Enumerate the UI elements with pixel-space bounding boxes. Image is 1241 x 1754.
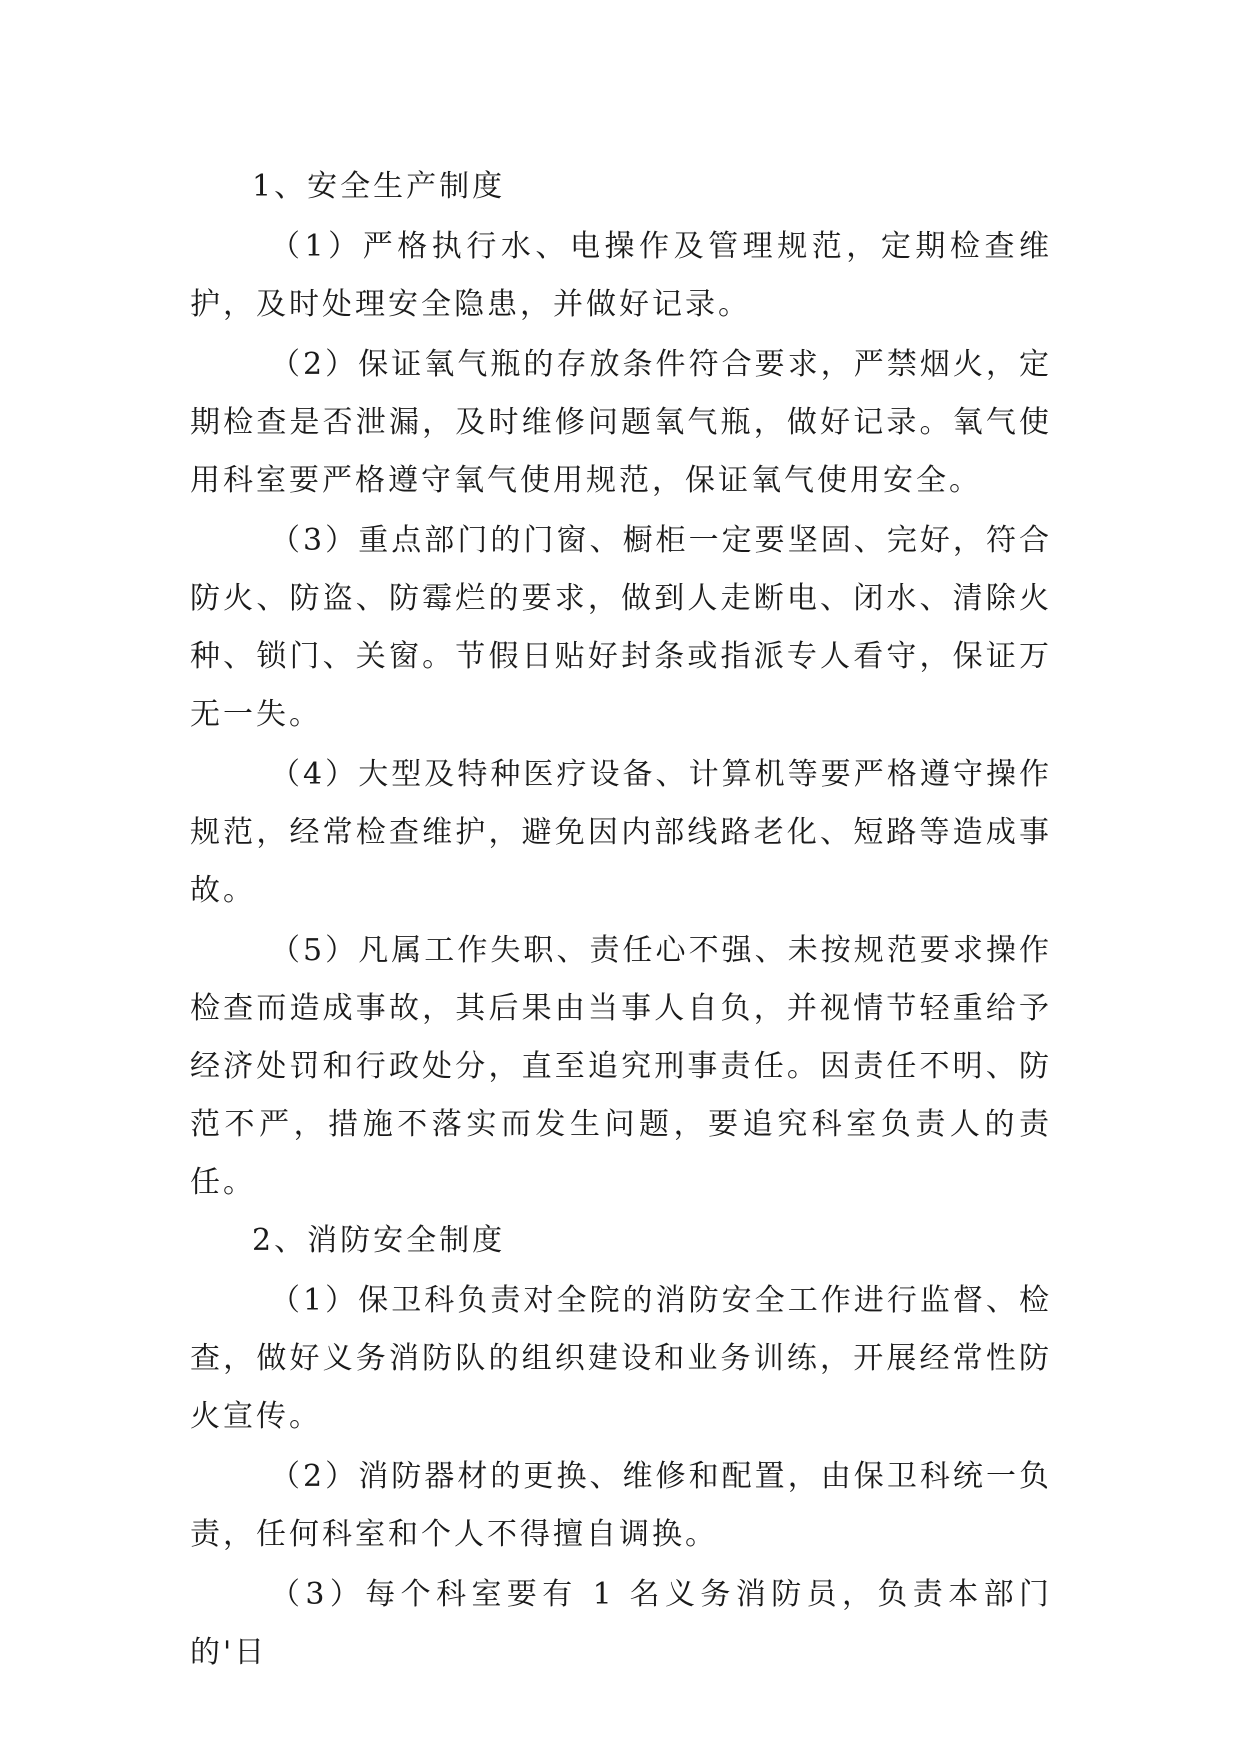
document-body [190,158,1052,1682]
section-heading-safety-production: 1、安全生产制度 [252,169,506,204]
paragraph: （4）大型及特种医疗设备、计算机等要严格遵守操作规范，经常检查维护，避免因内部线路老化、短路等造成事故。 [190,757,1052,908]
paragraph: （1）保卫科负责对全院的消防安全工作进行监督、检查，做好义务消防队的组织建设和业务训练，开展经常性防火宣传。 [190,1283,1052,1434]
section-heading-fire-safety: 2、消防安全制度 [252,1223,506,1258]
paragraph: （5）凡属工作失职、责任心不强、未按规范要求操作检查而造成事故，其后果由当事人自负，并视情节轻重给予经济处罚和行政处分，直至追究刑事责任。因责任不明、防范不严，措施不落实而发生问题，要追究科室负责人的责任。 [190,933,1052,1200]
paragraph: （3）重点部门的门窗、橱柜一定要坚固、完好，符合防火、防盗、防霉烂的要求，做到人走断电、闭水、清除火种、锁门、关窗。节假日贴好封条或指派专人看守，保证万无一失。 [190,523,1052,732]
paragraph: （2）保证氧气瓶的存放条件符合要求，严禁烟火，定期检查是否泄漏，及时维修问题氧气瓶，做好记录。氧气使用科室要严格遵守氧气使用规范，保证氧气使用安全。 [190,347,1052,498]
paragraph: （3）每个科室要有 1 名义务消防员，负责本部门的'日 [190,1577,1052,1670]
paragraph: （2）消防器材的更换、维修和配置，由保卫科统一负责，任何科室和个人不得擅自调换。 [190,1459,1052,1552]
paragraph: （1）严格执行水、电操作及管理规范，定期检查维护，及时处理安全隐患，并做好记录。 [190,229,1052,322]
